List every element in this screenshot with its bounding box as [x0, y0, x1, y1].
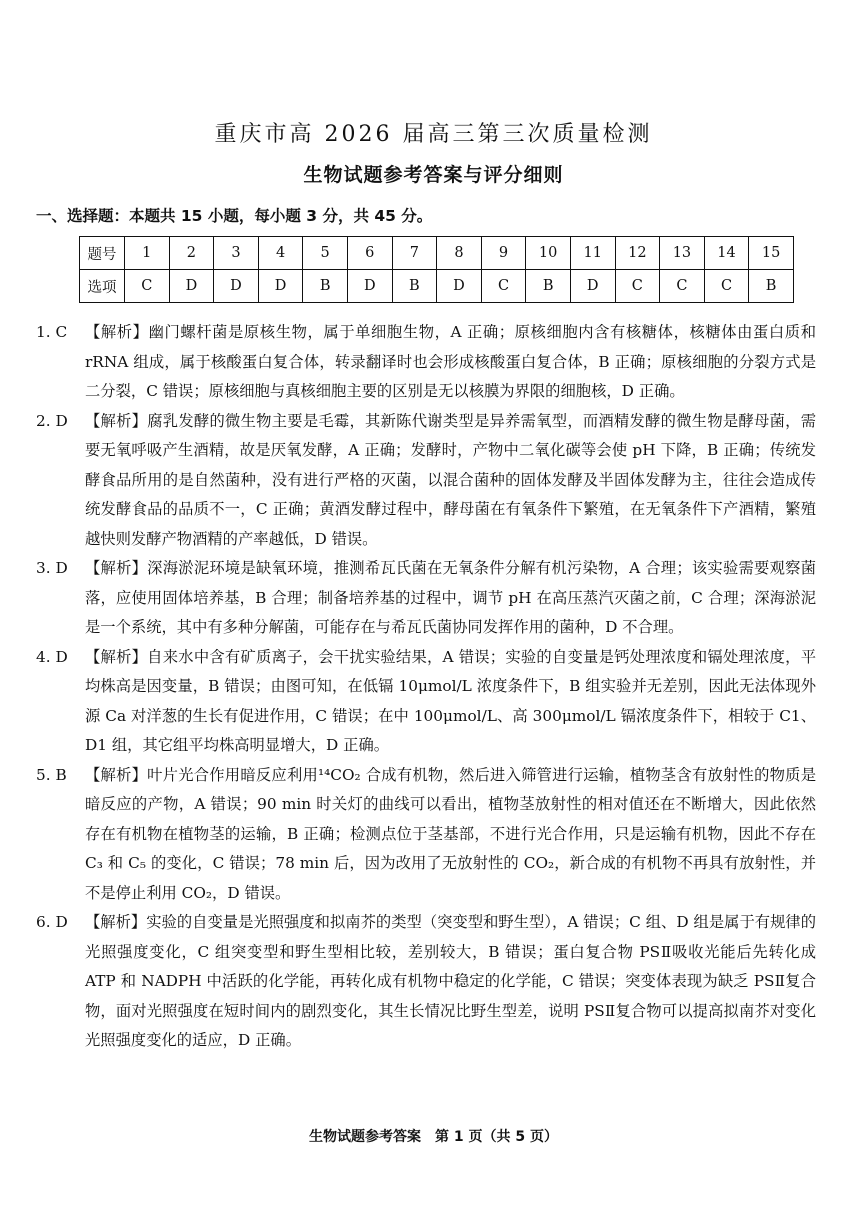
section-heading: 一、选择题：本题共 15 小题，每小题 3 分，共 45 分。 [36, 207, 433, 225]
explanation-text: 【解析】叶片光合作用暗反应利用¹⁴CO₂ 合成有机物，然后进入筛管进行运输，植物茎含有放射性的物质是暗反应的产物，A 错误；90 min 时关灯的曲线可以看出，植物茎放射性的相对值还在不断增大，因此依然存在有机物在植物茎的运输，B 正确；检测点位于茎基部，不进行光合作用，只是运输有机物，因此不存在 C₃ 和 C₅ 的变化，C 错误；78 min 后，因为改用了无放射性的 CO₂，新合成的有机物不再具有放射性，并不是停止利用 CO₂，D 错误。 [85, 765, 816, 902]
answer-cell: C [125, 270, 170, 303]
explanation-text: 【解析】深海淤泥环境是缺氧环境，推测希瓦氏菌在无氧条件分解有机污染物，A 合理；该实验需要观察菌落，应使用固体培养基，B 合理；制备培养基的过程中，调节 pH 在高压蒸汽灭菌之前，C 合理；深海淤泥是一个系统，其中有多种分解菌，可能存在与希瓦氏菌协同发挥作用的菌种，D 不合理。 [85, 559, 816, 636]
question-number-cell: 3 [214, 237, 259, 270]
question-answer-label: 2. D [36, 411, 68, 430]
question-number-row [80, 237, 794, 270]
question-number-cell: 4 [258, 237, 303, 270]
question-number-cell: 15 [749, 237, 794, 270]
question-number-cell: 8 [437, 237, 482, 270]
explanation-item [36, 761, 816, 909]
answer-cell: D [214, 270, 259, 303]
explanation-list [36, 318, 816, 1056]
question-number-cell: 11 [570, 237, 615, 270]
explanation-item [36, 643, 816, 761]
answer-cell: D [570, 270, 615, 303]
question-number-cell: 12 [615, 237, 660, 270]
answer-cell: B [303, 270, 348, 303]
answer-cell: D [258, 270, 303, 303]
explanation-text: 【解析】腐乳发酵的微生物主要是毛霉，其新陈代谢类型是异养需氧型，而酒精发酵的微生物是酵母菌，需要无氧呼吸产生酒精，故是厌氧发酵，A 正确；发酵时，产物中二氧化碳等会使 pH 下降，B 正确；传统发酵食品所用的是自然菌种，没有进行严格的灭菌，以混合菌种的固体发酵及半固体发酵为主，往往会造成传统发酵食品的品质不一，C 正确；黄酒发酵过程中，酵母菌在有氧条件下繁殖，在无氧条件下产酒精，繁殖越快则发酵产物酒精的产率越低，D 错误。 [85, 411, 816, 548]
question-number-cell: 10 [526, 237, 571, 270]
page-footer: 生物试题参考答案 第 1 页（共 5 页） [309, 1129, 558, 1145]
answer-cell: D [347, 270, 392, 303]
row-label-number: 题号 [80, 237, 125, 270]
answer-cell: B [749, 270, 794, 303]
question-answer-label: 6. D [36, 913, 68, 931]
question-number-cell: 1 [125, 237, 170, 270]
explanation-text: 【解析】实验的自变量是光照强度和拟南芥的类型（突变型和野生型），A 错误；C 组、D 组是属于有规律的光照强度变化，C 组突变型和野生型相比较，差别较大，B 错误；蛋白复合物 PSⅡ吸收光能后先转化成 ATP 和 NADPH 中活跃的化学能，再转化成有机物中稳定的化学能，C 错误；突变体表现为缺乏 PSⅡ复合物，面对光照强度在短时间内的剧烈变化，其生长情况比野生型差，说明 PSⅡ复合物可以提高拟南芥对变化光照强度变化的适应，D 正确。 [85, 913, 816, 1049]
answer-cell: C [481, 270, 526, 303]
explanation-item [36, 908, 816, 1056]
exam-title: 重庆市高 2026 届高三第三次质量检测 [214, 122, 653, 147]
explanation-item [36, 554, 816, 643]
answer-cell: C [615, 270, 660, 303]
answer-cell: D [169, 270, 214, 303]
answer-row [80, 270, 794, 303]
question-number-cell: 5 [303, 237, 348, 270]
answer-cell: B [526, 270, 571, 303]
question-answer-label: 1. C [36, 323, 68, 341]
question-number-cell: 2 [169, 237, 214, 270]
answer-cell: C [660, 270, 705, 303]
question-number-cell: 14 [704, 237, 749, 270]
answer-cell: C [704, 270, 749, 303]
question-number-cell: 6 [347, 237, 392, 270]
question-answer-label: 5. B [36, 765, 67, 784]
explanation-item [36, 318, 816, 407]
explanation-item [36, 407, 816, 555]
question-number-cell: 13 [660, 237, 705, 270]
answer-table [79, 236, 794, 303]
row-label-answer: 选项 [80, 270, 125, 303]
answer-cell: B [392, 270, 437, 303]
question-number-cell: 7 [392, 237, 437, 270]
question-answer-label: 4. D [36, 647, 68, 666]
explanation-text: 【解析】幽门螺杆菌是原核生物，属于单细胞生物，A 正确；原核细胞内含有核糖体，核糖体由蛋白质和 rRNA 组成，属于核酸蛋白复合体，转录翻译时也会形成核酸蛋白复合体，B 正确；原核细胞的分裂方式是二分裂，C 错误；原核细胞与真核细胞主要的区别是无以核膜为界限的细胞核，D 正确。 [85, 323, 816, 400]
exam-subtitle: 生物试题参考答案与评分细则 [303, 164, 564, 186]
answer-cell: D [437, 270, 482, 303]
question-answer-label: 3. D [36, 559, 68, 577]
explanation-text: 【解析】自来水中含有矿质离子，会干扰实验结果，A 错误；实验的自变量是钙处理浓度和镉处理浓度，平均株高是因变量，B 错误；由图可知，在低镉 10μmol/L 浓度条件下，B 组实验并无差别，因此无法体现外源 Ca 对洋葱的生长有促进作用，C 错误；在中 100μmol/L、高 300μmol/L 镉浓度条件下，相较于 C1、D1 组，其它组平均株高明显增大，D 正确。 [85, 647, 816, 754]
question-number-cell: 9 [481, 237, 526, 270]
